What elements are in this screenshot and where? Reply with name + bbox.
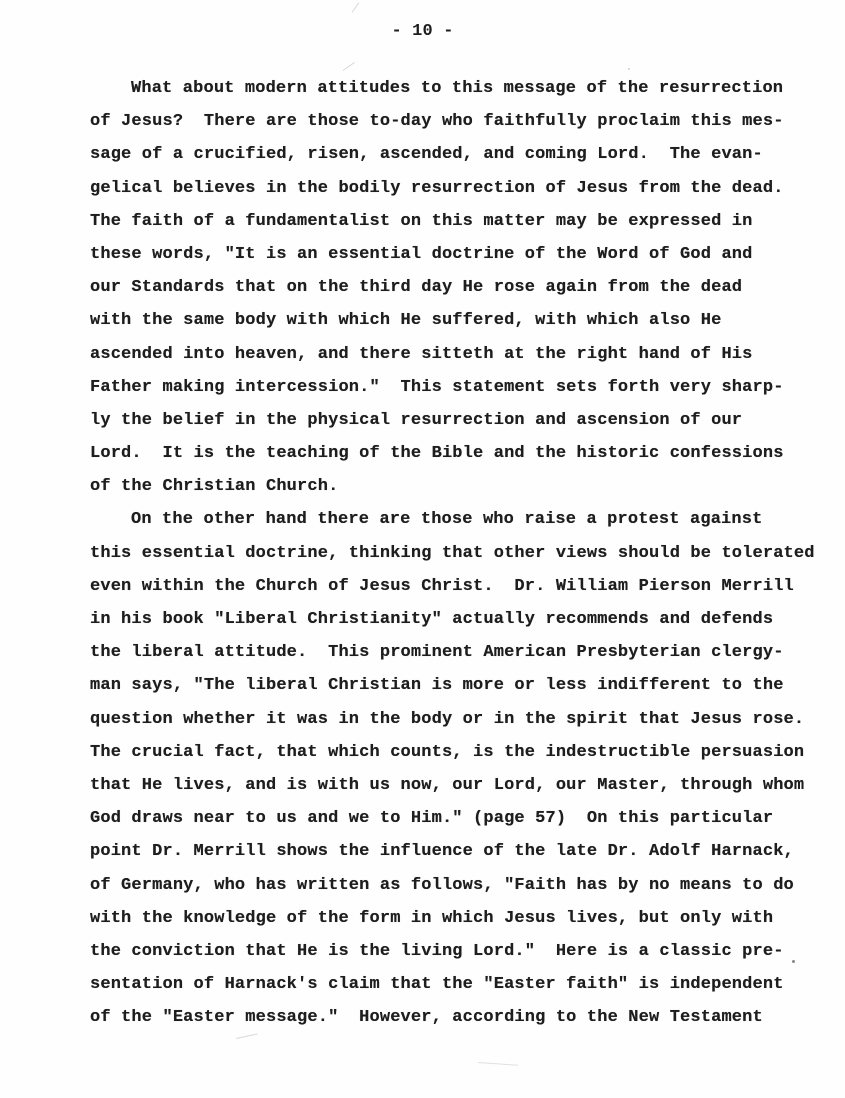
- text-line: even within the Church of Jesus Christ. Dr. William Pierson Merrill: [90, 576, 794, 596]
- text-line: Lord. It is the teaching of the Bible and the historic confessions: [90, 444, 784, 464]
- scan-mark: [343, 62, 355, 71]
- text-line: On the other hand there are those who raise a protest against: [131, 510, 763, 530]
- text-line: of Germany, who has written as follows, "Faith has by no means to do: [90, 875, 794, 895]
- text-line: that He lives, and is with us now, our Lord, our Master, through whom: [90, 775, 805, 795]
- body-text: [90, 72, 830, 1034]
- text-line: ly the belief in the physical resurrection and ascension of our: [90, 410, 743, 430]
- text-line: in his book "Liberal Christianity" actually recommends and defends: [90, 610, 774, 629]
- text-line: point Dr. Merrill shows the influence of the late Dr. Adolf Harnack,: [90, 842, 794, 862]
- text-line: man says, "The liberal Christian is more or less indifferent to the: [90, 676, 784, 696]
- scan-speck: [792, 960, 795, 963]
- text-line: of the "Easter message." However, according to the New Testament: [90, 1008, 763, 1028]
- text-line: The crucial fact, that which counts, is the indestructible persuasion: [90, 742, 805, 762]
- scan-mark: [352, 2, 360, 12]
- text-line: sage of a crucified, risen, ascended, and coming Lord. The evan-: [90, 145, 763, 165]
- text-line: The faith of a fundamentalist on this matter may be expressed in: [90, 211, 753, 231]
- text-line: our Standards that on the third day He rose again from the dead: [90, 278, 743, 298]
- text-line: of the Christian Church.: [90, 477, 339, 497]
- scan-speck: [628, 68, 630, 70]
- text-line: Father making intercession." This statement sets forth very sharp-: [90, 377, 784, 397]
- text-line: of Jesus? There are those to-day who faithfully proclaim this mes-: [90, 112, 784, 132]
- paragraph-1: [90, 72, 830, 503]
- text-line: gelical believes in the bodily resurrection of Jesus from the dead.: [90, 178, 784, 198]
- page-number: - 10 -: [391, 22, 454, 41]
- text-line: God draws near to us and we to Him." (page 57) On this particular: [90, 809, 774, 829]
- text-line: this essential doctrine, thinking that other views should be tolerated: [90, 543, 815, 563]
- paragraph-2: [90, 503, 830, 1034]
- text-line: ascended into heaven, and there sitteth at the right hand of His: [90, 344, 753, 364]
- text-line: What about modern attitudes to this message of the resurrection: [131, 79, 784, 98]
- text-line: sentation of Harnack's claim that the "Easter faith" is independent: [90, 975, 784, 995]
- scan-mark: [478, 1062, 518, 1066]
- text-line: the conviction that He is the living Lord." Here is a classic pre-: [90, 941, 784, 961]
- text-line: these words, "It is an essential doctrine of the Word of God and: [90, 244, 753, 264]
- text-line: the liberal attitude. This prominent American Presbyterian clergy-: [90, 643, 784, 663]
- text-line: with the knowledge of the form in which Jesus lives, but only with: [90, 908, 774, 928]
- text-line: with the same body with which He suffered, with which also He: [90, 311, 722, 331]
- text-line: question whether it was in the body or in the spirit that Jesus rose.: [90, 709, 805, 729]
